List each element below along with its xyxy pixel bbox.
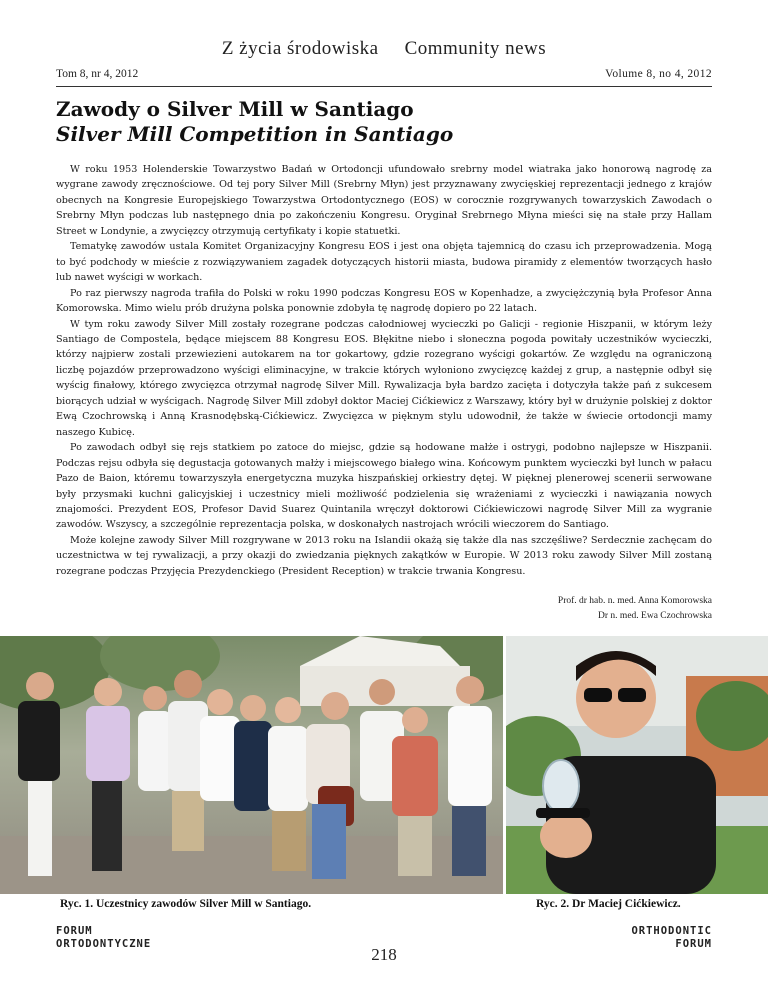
paragraph: Po raz pierwszy nagroda trafiła do Polski w roku 1990 podczas Kongresu EOS w Kopenhadze, a zwyciężczynią była Profesor Anna Komorowska. Mimo wielu prób drużyna polska ponownie zdobyła tę nagrodę dopiero po 22 latach. <box>56 287 712 315</box>
journal-name-line: FORUM <box>56 925 93 937</box>
paragraph: W tym roku zawody Silver Mill zostały rozegrane podczas całodniowej wycieczki po Galicji - regionie Hiszpanii, w którym leży Santiago de Compostela, będące miejscem 88 Kongresu EOS. Błękitne niebo i słoneczna pogoda powitały uczestników wycieczki, którzy najpierw zostali przewiezieni autokarem na tor gokartowy, gdzie rozegrano wyścigi gokartów. Ze względu na ograniczoną liczbę pojazdów przeprowadzono wyścigi eliminacyjne, w trakcie których wyłoniono zwycięzcę każdej z grup, a następnie odbył się wyścig finałowy, którego zwycięzca otrzymał nagrodę Silver Mill. Rywalizacja była bardzo zacięta i dotyczyła także pań z sukcesem biorących udział w wyścigach. Nagrodę Silver Mill zdobył doktor Maciej Cićkiewicz z Warszawy, który był w drużynie polskiej z doktor Ewą Czochrowską i Anną Krasnodębską-Cićkiewicz. Zwycięzca w pięknym stylu udowodnił, że także w świecie ortodoncji mamy naszego Kubicę. <box>56 318 712 438</box>
article-title-pl: Zawody o Silver Mill w Santiago <box>56 97 414 121</box>
issue-info-pl: Tom 8, nr 4, 2012 <box>56 68 139 80</box>
figure-caption: Ryc. 2. Dr Maciej Cićkiewicz. <box>536 898 681 910</box>
section-title-pl: Z życia środowiska <box>221 38 379 59</box>
paragraph: Może kolejne zawody Silver Mill rozgrywane w 2013 roku na Islandii okażą się także dla nas szczęśliwe? Serdecznie zachęcam do uczestnictwa w tej rywalizacji, a przy okazji do zwiedzania pięknych zakątków w Europie. W 2013 roku zawody Silver Mill zostaną rozegrane podczas Przyjęcia Prezydenckiego (President Reception) w trakcie trwania Kongresu. <box>56 534 712 577</box>
issue-info-en: Volume 8, no 4, 2012 <box>605 68 712 80</box>
section-title-en: Community news <box>404 38 547 59</box>
paragraph: Tematykę zawodów ustala Komitet Organizacyjny Kongresu EOS i jest ona objęta tajemnicą do czasu ich przeprowadzenia. Mogą to być podchody w mieście z rozwiązywaniem zagadek dotyczących historii miasta, budowa piramidy z elementów tworzących hasło lub nawet wyścigi w workach. <box>56 241 712 284</box>
paragraph: Po zawodach odbył się rejs statkiem po zatoce do miejsc, gdzie są hodowane małże i ostrygi, podobno najlepsze w Hiszpanii. Podczas rejsu odbyła się degustacja gotowanych małży i miejscowego białego wina. Końcowym punktem wycieczki był lunch w pałacu Pazo de Baion, któremu towarzyszyła energetyczna muzyka hiszpańskiej orkiestry dętej. W pięknej plenerowej scenerii serwowane były przysmaki kuchni galicyjskiej i uczestnicy mieli możliwość podzielenia się wrażeniami z wycieczki i nawiązania nowych znajomości. Prezydent EOS, Profesor David Suarez Quintanila wręczył doktorowi Cićkiewiczowi nagrodę Silver Mill za wygranie zawodów. Wszyscy, a szczególnie reprezentacja polska, w doskonałych nastrojach wrócili wieczorem do Santiago. <box>56 442 712 531</box>
paragraph: W roku 1953 Holenderskie Towarzystwo Badań w Ortodoncji ufundowało srebrny model wiatraka jako honorową nagrodę za wygrane zawody zręcznościowe. Od tej pory Silver Mill (Srebrny Młyn) jest przyznawany zwycięskiej reprezentacji jednego z krajów obecnych na Kongresie Europejskiego Towarzystwa Ortodontycznego (EOS) w corocznie rozgrywanych towarzyskich Zawodach o Srebrny Młyn podczas lub następnego dnia po zakończeniu Kongresu. Oryginał Srebrnego Młyna mieści się na stałe przy Hallam Street w Londynie, a zwycięzcy otrzymują certyfikaty i kopie statuetki. <box>56 164 712 237</box>
journal-name-en <box>631 925 712 951</box>
winner-photo <box>506 636 768 894</box>
page-number: 218 <box>371 945 397 964</box>
group-photo <box>0 636 503 894</box>
section-header <box>0 38 768 60</box>
journal-name-line: ORTODONTYCZNE <box>56 938 152 950</box>
header-rule <box>56 86 712 87</box>
article-title-en: Silver Mill Competition in Santiago <box>56 122 454 146</box>
journal-name-line: FORUM <box>675 938 712 950</box>
article-signature <box>558 594 712 624</box>
article-body <box>56 162 712 579</box>
author-name: Prof. dr hab. n. med. Anna Komorowska <box>557 596 712 606</box>
journal-name-line: ORTHODONTIC <box>631 925 712 937</box>
author-name: Dr n. med. Ewa Czochrowska <box>598 611 712 621</box>
figure-caption: Ryc. 1. Uczestnicy zawodów Silver Mill w Santiago. <box>60 898 312 910</box>
